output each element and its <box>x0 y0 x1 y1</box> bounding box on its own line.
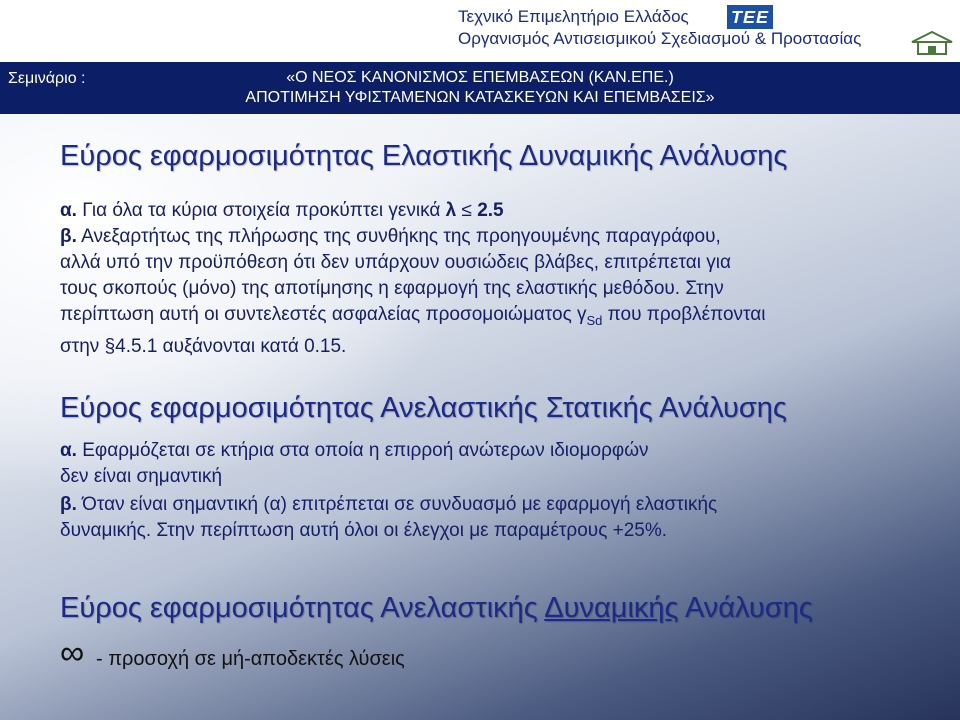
item-1b-line-2: αλλά υπό την προϋπόθεση ότι δεν υπάρχουν ουσιώδεις βλάβες, επιτρέπεται για <box>60 252 731 273</box>
org-line-2: Οργανισμός Αντισεισμικού Σχεδιασμού & Προστασίας <box>458 29 862 48</box>
item-1a <box>60 198 504 224</box>
heading-inelastic-dynamic <box>60 592 813 625</box>
item-1a-label: α. <box>60 200 77 221</box>
heading-3-part-a: Εύρος εφαρμοσιμότητας Ανελαστικής <box>60 592 545 624</box>
item-1a-value: 2.5 <box>477 200 504 221</box>
item-1b <box>60 224 940 360</box>
gamma-subscript: Sd <box>586 312 603 328</box>
header-bar <box>0 0 960 62</box>
item-2a-line-1: Εφαρμόζεται σε κτήρια στα οποία η επιρροή ανώτερων ιδιομορφών <box>76 440 649 461</box>
item-2b-line-2: δυναμικής. Στην περίπτωση αυτή όλοι οι έλεγχοι με παραμέτρους +25%. <box>60 520 668 541</box>
heading-elastic-dynamic: Εύρος εφαρμοσιμότητας Ελαστικής Δυναμικής Ανάλυσης <box>60 140 788 172</box>
item-1b-line-4b: που προβλέπονται <box>602 304 766 325</box>
item-1b-line-4a: περίπτωση αυτή οι συντελεστές ασφαλείας προσομοιώματος γ <box>60 304 587 325</box>
item-1b-line-5: στην §4.5.1 αυξάνονται κατά 0.15. <box>60 335 347 357</box>
seminar-title <box>140 68 820 108</box>
seminar-title-line-1: «Ο ΝΕΟΣ ΚΑΝΟΝΙΣΜΟΣ ΕΠΕΜΒΑΣΕΩΝ (ΚΑΝ.ΕΠΕ.) <box>286 69 674 86</box>
item-2b-label: β. <box>60 494 77 515</box>
warning-note: - προσοχή σε μή-αποδεκτές λύσεις <box>96 648 405 670</box>
heading-inelastic-static: Εύρος εφαρμοσιμότητας Ανελαστικής Στατικής Ανάλυσης <box>60 392 787 424</box>
tee-logo: ΤΕΕ <box>727 5 773 29</box>
org-line-1: Τεχνικό Επιμελητήριο Ελλάδος <box>458 7 689 26</box>
infinity-icon: ∞ <box>60 634 85 672</box>
seminar-title-line-2: ΑΠΟΤΙΜΗΣΗ ΥΦΙΣΤΑΜΕΝΩΝ ΚΑΤΑΣΚΕΥΩΝ ΚΑΙ ΕΠΕΜΒΑΣΕΙΣ» <box>245 89 715 106</box>
seminar-label: Σεμινάριο : <box>8 70 86 87</box>
item-1a-text: Για όλα τα κύρια στοιχεία προκύπτει γενικά <box>82 200 441 221</box>
item-1a-lambda: λ <box>445 200 457 221</box>
slide-content <box>0 114 960 720</box>
house-logo-icon <box>908 30 956 56</box>
item-2b <box>60 492 940 544</box>
item-2a <box>60 438 940 490</box>
organization-name <box>458 6 861 50</box>
leq-symbol: ≤ <box>461 200 472 221</box>
item-2a-line-2: δεν είναι σημαντική <box>60 466 223 487</box>
seminar-bar <box>0 62 960 114</box>
item-1b-line-1: Ανεξαρτήτως της πλήρωσης της συνθήκης της προηγουμένης παραγράφου, <box>81 226 721 247</box>
heading-3-part-c: Ανάλυσης <box>678 592 813 624</box>
heading-3-underlined: Δυναμικής <box>544 592 679 624</box>
item-1b-line-3: τους σκοπούς (μόνο) της αποτίμησης η εφαρμογή της ελαστικής μεθόδου. Στην <box>60 278 724 299</box>
item-2a-label: α. <box>60 440 77 461</box>
item-2b-line-1: Όταν είναι σημαντική (α) επιτρέπεται σε συνδυασμό με εφαρμογή ελαστικής <box>76 494 718 515</box>
item-1b-label: β. <box>60 226 77 247</box>
